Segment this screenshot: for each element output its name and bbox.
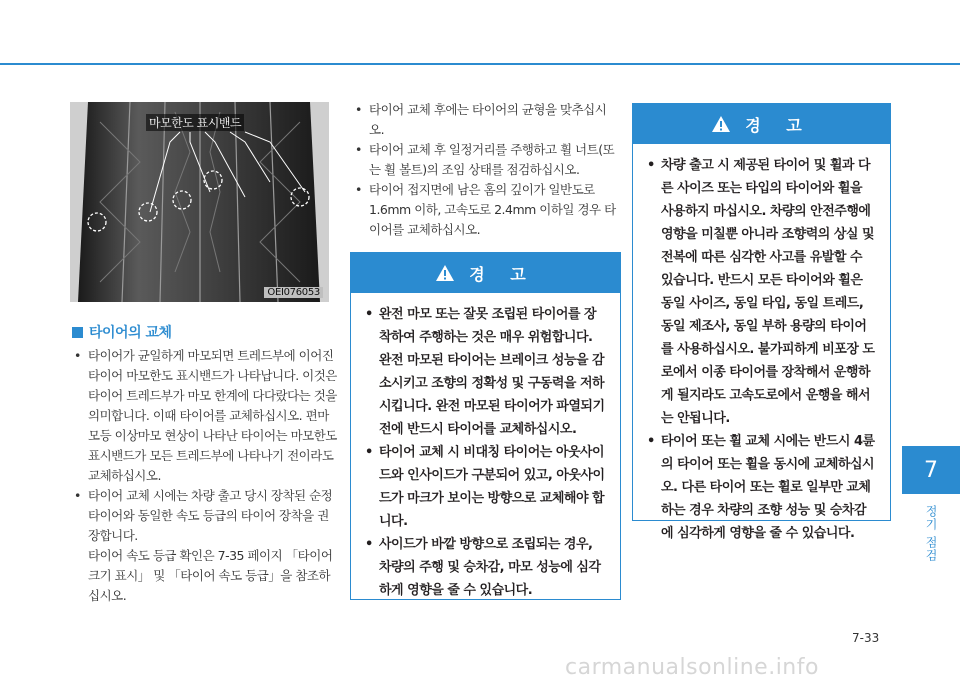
warning-item: • 타이어 교체 시 비대칭 타이어는 아웃사이드와 인사이드가 구분되어 있고, 아웃사이드가 마크가 보이는 방향으로 교체해야 합니다. xyxy=(363,441,608,533)
warning-header xyxy=(633,104,890,144)
warning-box-right xyxy=(632,103,891,541)
warning-list xyxy=(351,293,620,614)
top-rule xyxy=(0,63,960,65)
warning-item: • 차량 출고 시 제공된 타이어 및 휠과 다른 사이즈 또는 타입의 타이어와 휠을 사용하지 마십시오. 차량의 안전주행에 영향을 미칠뿐 아니라 조향력의 상실 및 전복에 따른 심각한 사고를 유발할 수 있습니다. 반드시 모든 타이어와 휠은 동일 사이즈, 동일 타입, 동일 트레드, 동일 제조사, 동일 부하 용량의 타이어를 사용하십시오. 불가피하게 비포장 도로에서 이종 타이어를 장착해서 운행하게 될지라도 고속도로에서 운행을 해서는 안됩니다. xyxy=(645,154,878,430)
chapter-tab: 7 xyxy=(902,446,960,494)
tire-illustration xyxy=(70,102,329,302)
warning-triangle-icon xyxy=(711,115,731,133)
chapter-label: 정기 점검 xyxy=(924,505,938,562)
left-body-list xyxy=(72,346,340,606)
middle-body-list xyxy=(353,100,621,240)
section-heading xyxy=(72,322,172,342)
list-item-continuation: 타이어 속도 등급 확인은 7-35 페이지 「타이어 크기 표시」 및 「타이어 속도 등급」을 참조하십시오. xyxy=(88,548,333,603)
list-item: • 타이어 교체 후에는 타이어의 균형을 맞추십시오. xyxy=(353,100,621,140)
warning-title: 경 고 xyxy=(469,264,536,284)
list-item: • 타이어 접지면에 남은 홈의 깊이가 일반도로 1.6mm 이하, 고속도로 2.4mm 이하일 경우 타이어를 교체하십시오. xyxy=(353,180,621,240)
page-number: 7-33 xyxy=(852,631,880,645)
figure-code: OEI076053 xyxy=(264,287,323,298)
warning-box-middle xyxy=(350,252,621,600)
warning-list xyxy=(633,144,890,557)
section-title: 타이어의 교체 xyxy=(89,325,172,341)
section-square-icon xyxy=(72,327,83,338)
warning-header xyxy=(351,253,620,293)
warning-triangle-icon xyxy=(435,264,455,282)
list-item: • 타이어 교체 후 일정거리를 주행하고 휠 너트(또는 휠 볼트)의 조임 상태를 점검하십시오. xyxy=(353,140,621,180)
warning-item: • 사이드가 바깥 방향으로 조립되는 경우, 차량의 주행 및 승차감, 마모 성능에 심각하게 영향을 줄 수 있습니다. xyxy=(363,533,608,602)
warning-title: 경 고 xyxy=(745,115,812,135)
watermark: carmanualsonline.info xyxy=(565,655,819,680)
list-item: • 타이어가 균일하게 마모되면 트레드부에 이어진 타이어 마모한도 표시밴드가 나타납니다. 이것은 타이어 트레드부가 마모 한계에 다다랐다는 것을 의미합니다. 이때 타이어를 교체하십시오. 편마모등 이상마모 현상이 나타난 타이어는 마모한도 표시밴드가 모든 트레드부에 나타나기 전이라도 교체하십시오. xyxy=(72,346,340,486)
tire-tread-figure xyxy=(70,102,329,302)
warning-item: • 타이어 또는 휠 교체 시에는 반드시 4륜의 타이어 또는 휠을 동시에 교체하십시오. 다른 타이어 또는 휠로 일부만 교체하는 경우 차량의 조향 성능 및 승차감에 심각하게 영향을 줄 수 있습니다. xyxy=(645,430,878,545)
figure-label: 마모한도 표시밴드 xyxy=(146,114,244,131)
warning-item: • 완전 마모 또는 잘못 조립된 타이어를 장착하여 주행하는 것은 매우 위험합니다. 완전 마모된 타이어는 브레이크 성능을 감소시키고 조향의 정확성 및 구동력을 저하시킵니다. 완전 마모된 타이어가 파열되기 전에 반드시 타이어를 교체하십시오. xyxy=(363,303,608,441)
list-item: • 타이어 교체 시에는 차량 출고 당시 장착된 순정 타이어와 동일한 속도 등급의 타이어 장착을 권장합니다. xyxy=(72,486,340,546)
